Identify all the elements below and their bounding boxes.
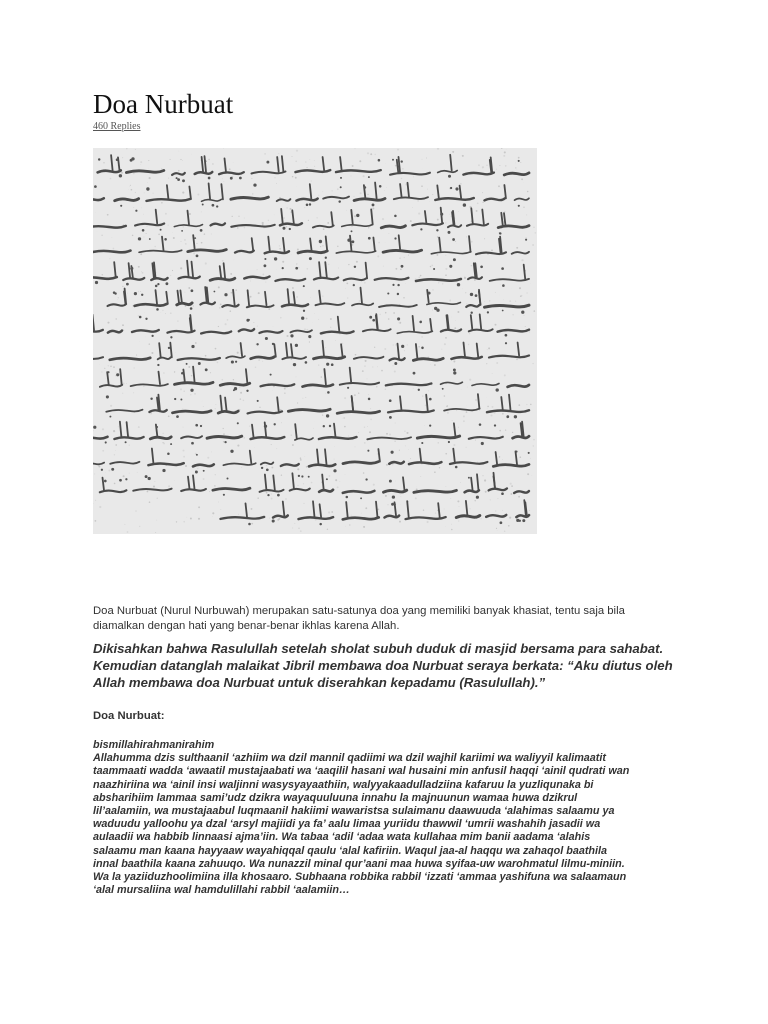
latin-line: taammaati wadda ‘awaatil mustajaabati wa ‘aaqilil hasani wal husaini min anfusil haqqi ‘ainil qudrati wan bbox=[93, 765, 630, 778]
latin-line: innal baathila kaana zahuuqo. Wa nunazzil minal qur’aani maa huwa syifaa-uw warohmatul lilmu-miniin. bbox=[93, 857, 625, 870]
intro-paragraph: Doa Nurbuat (Nurul Nurbuwah) merupakan satu-satunya doa yang memiliki banyak khasiat, tentu saja bila diamalkan dengan hati yang benar-benar ikhlas karena Allah. bbox=[93, 605, 625, 632]
latin-line: ‘alal mursaliina wal hamdulillahi rabbil ‘aalamiin… bbox=[93, 884, 350, 897]
replies-link[interactable]: 460 Replies bbox=[93, 121, 141, 132]
page-title: Doa Nurbuat bbox=[93, 89, 234, 119]
latin-line: Wa la yaziiduzhoolimiina illa khosaaro. Subhaana robbika rabbil ‘izzati ‘ammaa yashifuna wa salaamaun bbox=[93, 871, 627, 884]
latin-line: waduudu yalloohu ya dzal ‘arsyl majiidi ya fa’ aalu limaa yuriidu thawwil ‘umrii washahih jasadii wa bbox=[93, 818, 601, 831]
doa-latin-text bbox=[93, 739, 673, 897]
hadith-quote: Dikisahkan bahwa Rasulullah setelah sholat subuh duduk di masjid bersama para sahabat. Kemudian datanglah malaikat Jibril membawa doa Nurbuat seraya berkata: “Aku diutus oleh Allah membawa doa Nurbuat untuk diserahkan kepadamu (Rasulullah).” bbox=[93, 641, 673, 690]
latin-line: naazhiriina wa ‘ainil insi waljinni wasysyayaathiin, walyyakaadulladziina kafaruu la yuzliqunaka bi bbox=[93, 778, 594, 791]
latin-line: bismillahirahmanirahim bbox=[93, 739, 215, 751]
latin-line: Allahumma dzis sulthaanil ‘azhiim wa dzil mannil qadiimi wa dzil wajhil kariimi wa waliyyil kalimaatit bbox=[93, 752, 606, 765]
latin-line: salaamu man kaana hayyaaw wayahiqqal qaulu ‘alal kafiriin. Waqul jaa-al haqqu wa zahaqol baathila bbox=[93, 844, 608, 857]
latin-line: aulaadii wa habbib linnaasi ajma’iin. Wa tabaa ‘adil ‘adaa wata kullahaa mim banii aadama ‘alahis bbox=[93, 831, 591, 844]
latin-line: lil’aalamiin, wa mustajaabul luqmaanil hakiimi wawaristsa sulaimanu daawuuda ‘alahimas salaamu ya bbox=[93, 805, 615, 818]
doa-label: Doa Nurbuat: bbox=[93, 710, 165, 722]
arabic-calligraphy-scan bbox=[93, 148, 537, 534]
latin-line: absharihiim lammaa sami’udz dzikra wayaquuluuna innahu la majnuunun wamaa huwa dzikrul bbox=[93, 791, 578, 804]
